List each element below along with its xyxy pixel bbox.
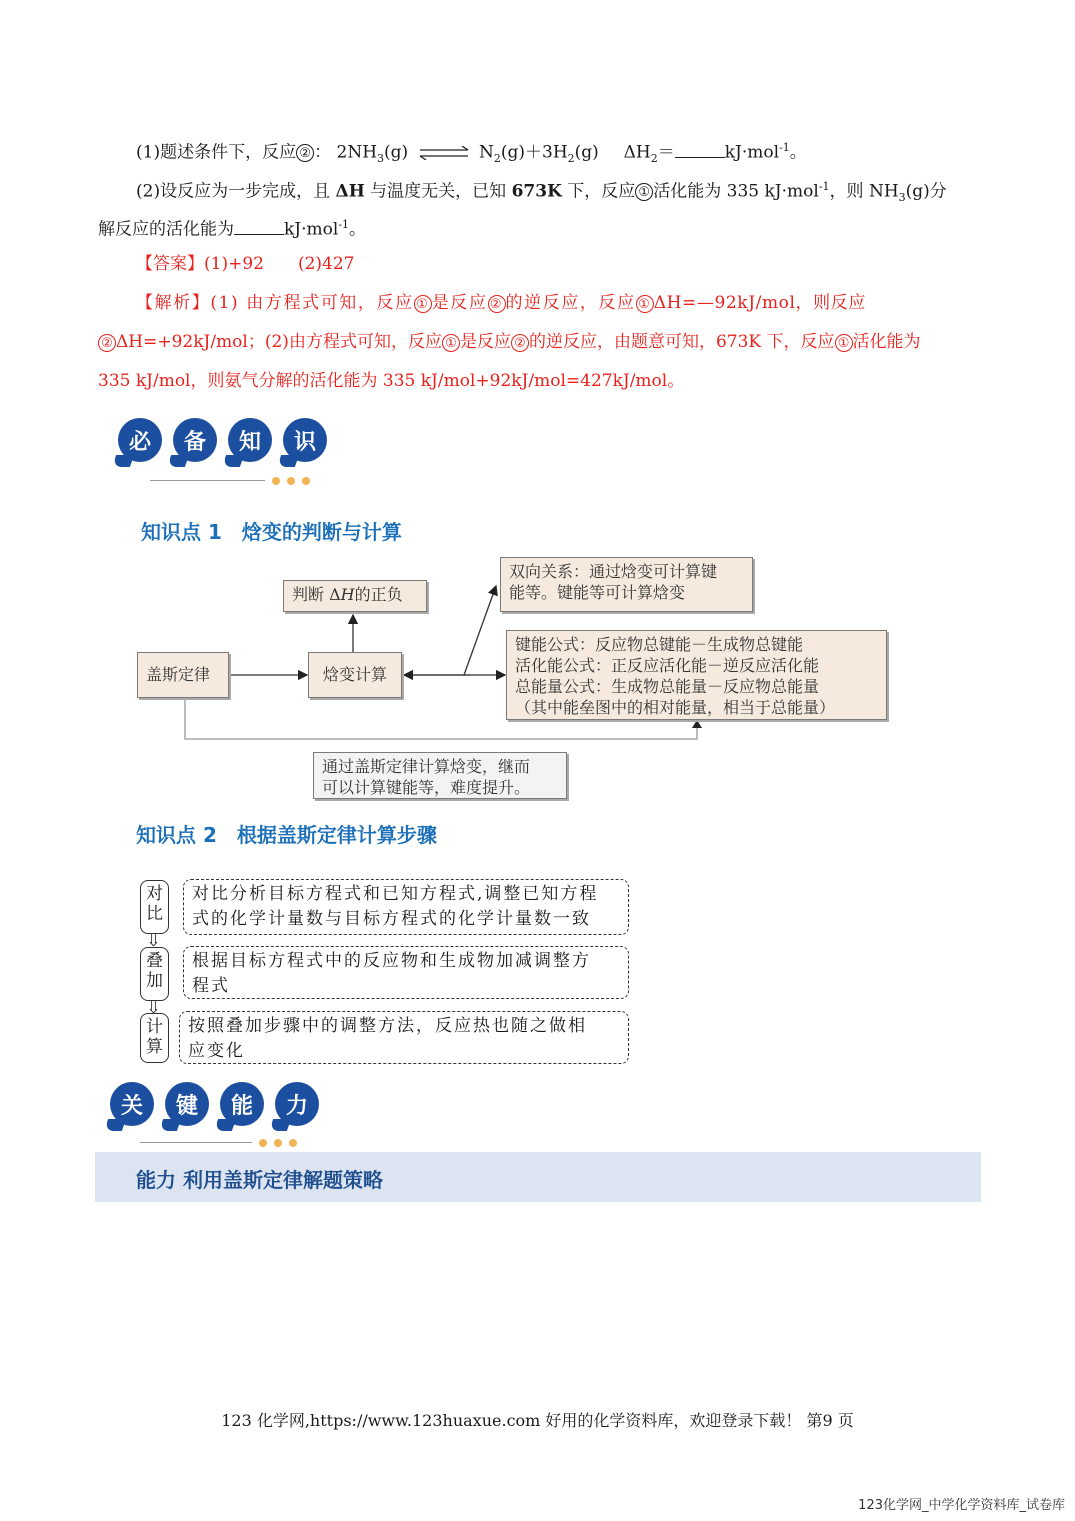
- answer: 【答案】(1)+92 (2)427: [136, 254, 355, 274]
- step-label-calc: 计 算: [140, 1013, 169, 1063]
- bidirectional-box: 双向关系：通过焓变可计算键 能等。键能等可计算焓变: [500, 557, 753, 612]
- banner-char: 知: [228, 418, 272, 462]
- question-1: (1)题述条件下，反应 ② ： $2NH_3(g)$ $N_2(g)+3H_2(g)$ $\Delta H_2= kJ\cdot mol^{-1}$。: [136, 141, 807, 166]
- banner-char: 键: [165, 1082, 209, 1126]
- banner-char: 关: [110, 1082, 154, 1126]
- banner-char: 能: [220, 1082, 264, 1126]
- ability-title: 能力 利用盖斯定律解题策略: [136, 1168, 383, 1192]
- banner-char: 识: [283, 418, 327, 462]
- banner-underline: [140, 1142, 252, 1143]
- banner-underline: [150, 480, 265, 481]
- banner-dots: [272, 477, 310, 485]
- hess-law-box: 盖斯定律: [137, 652, 229, 698]
- circled-number: ①: [635, 183, 653, 201]
- question-2-line-1: (2)设反应为一步完成，且 ΔH 与温度无关，已知 673K 下，反应 ① 活化能为 335 kJ·mol$^{-1}$，则 $NH_3(g)$分: [136, 180, 947, 205]
- section-banner-key-ability: [110, 1082, 330, 1126]
- analysis-line-1: 【解析】(1) 由方程式可知，反应 ① 是反应 ② 的逆反应，反应 ① ΔH=—92kJ/mol，则反应: [136, 293, 866, 313]
- banner-char: 必: [118, 418, 162, 462]
- note-box: 通过盖斯定律计算焓变，继而 可以计算键能等，难度提升。: [313, 752, 567, 799]
- banner-char: 备: [173, 418, 217, 462]
- enthalpy-calc-box: 焓变计算: [308, 652, 402, 698]
- analysis-line-2: ② ΔH=+92kJ/mol；(2)由方程式可知，反应 ① 是反应 ② 的逆反应，由题意可知，673K 下，反应 ① 活化能为: [98, 331, 921, 353]
- watermark: 123化学网_中学化学资料库_试卷库: [858, 1498, 1065, 1513]
- formula-box: 键能公式：反应物总键能－生成物总键能 活化能公式：正反应活化能－逆反应活化能 总能量公式：生成物总能量－反应物总能量 （其中能垒图中的相对能量，相当于总能量）: [506, 630, 887, 720]
- step-text-compare: 对比分析目标方程式和已知方程式,调整已知方程 式的化学计量数与目标方程式的化学计量数一致: [183, 879, 629, 935]
- knowledge-point-2-title: 知识点 2 根据盖斯定律计算步骤: [136, 823, 437, 847]
- analysis-line-3: 335 kJ/mol，则氨气分解的活化能为 335 kJ/mol+92kJ/mol=427kJ/mol。: [98, 371, 685, 391]
- banner-dots: [259, 1139, 297, 1147]
- step-label-add: 叠 加: [140, 947, 169, 1001]
- step-text-calc: 按照叠加步骤中的调整方法，反应热也随之做相 应变化: [179, 1011, 629, 1064]
- step-text-add: 根据目标方程式中的反应物和生成物加减调整方 程式: [183, 946, 629, 999]
- knowledge-point-1-title: 知识点 1 焓变的判断与计算: [141, 520, 402, 544]
- answer-blank: [675, 143, 725, 158]
- section-banner-essential-knowledge: [118, 418, 338, 462]
- answer-blank: [234, 220, 284, 235]
- down-arrow-icon: ⇩: [146, 997, 162, 1018]
- down-arrow-icon: ⇩: [146, 930, 162, 951]
- circled-number: ②: [296, 144, 314, 162]
- step-label-compare: 对 比: [140, 880, 169, 934]
- question-2-line-2: 解反应的活化能为 kJ·mol$^{-1}$。: [98, 218, 367, 240]
- judge-sign-box: 判断 ΔH的正负: [283, 580, 427, 612]
- banner-char: 力: [275, 1082, 319, 1126]
- reversible-arrow-icon: [418, 146, 470, 160]
- page-footer: 123 化学网,https://www.123huaxue.com 好用的化学资料库，欢迎登录下载！ 第9 页: [221, 1411, 854, 1430]
